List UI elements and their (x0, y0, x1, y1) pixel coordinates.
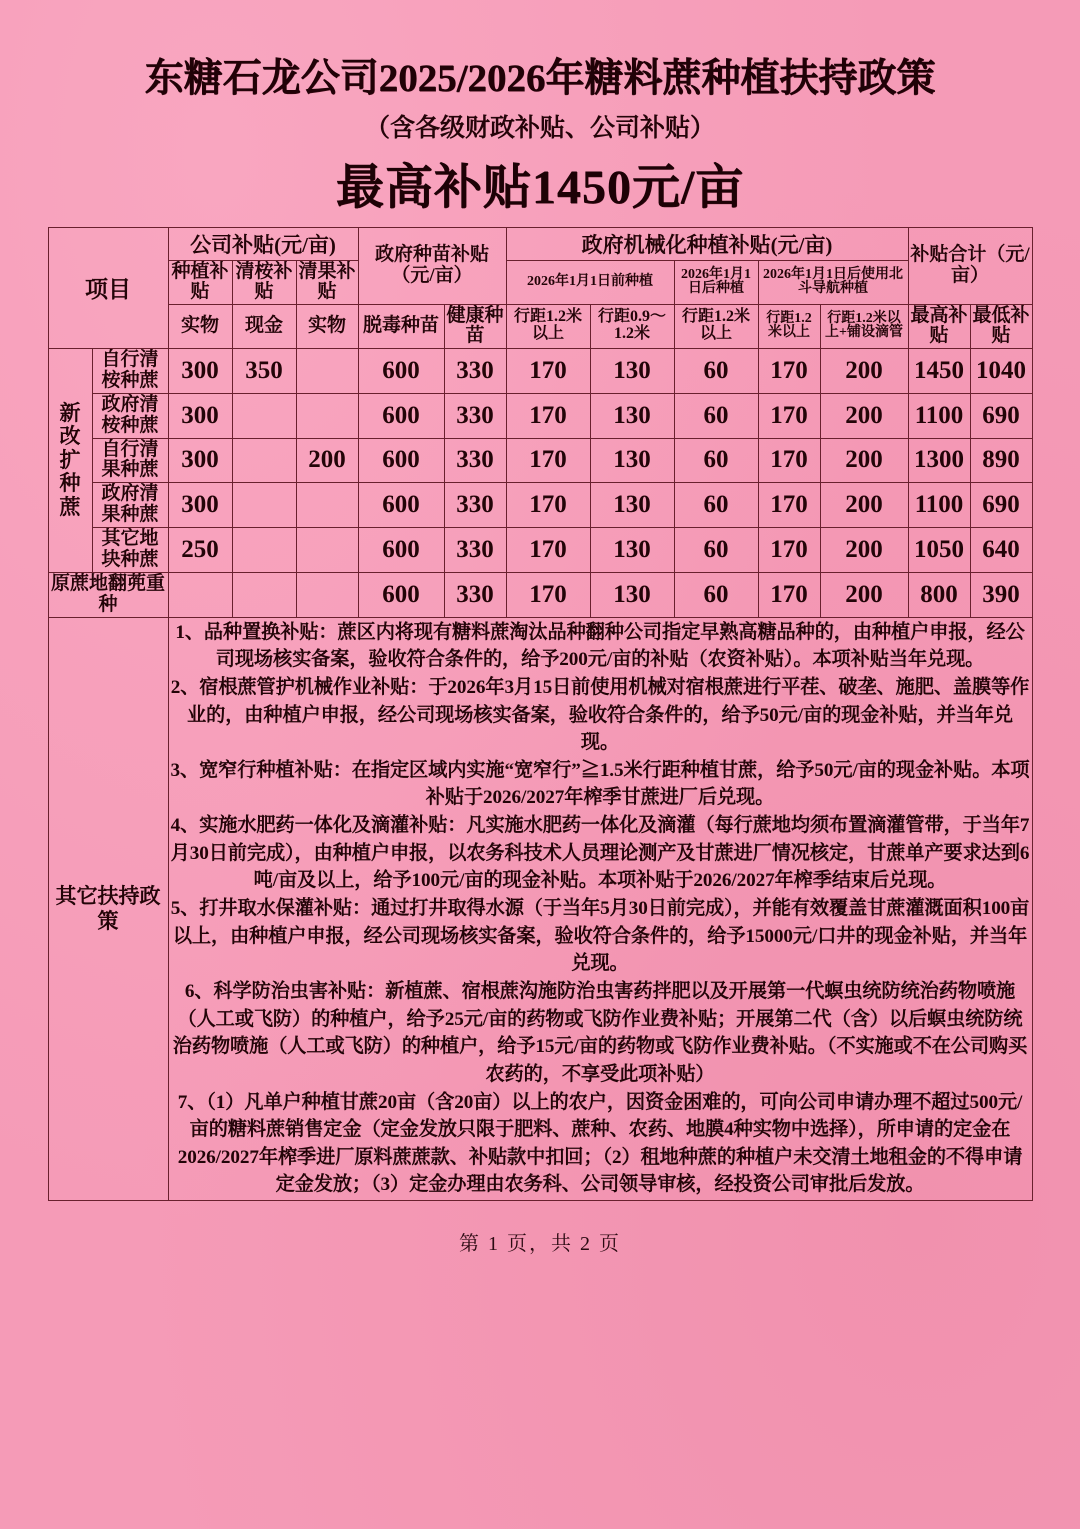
cell-value: 600 (358, 438, 444, 483)
cell-value: 330 (444, 438, 506, 483)
cell-value (232, 438, 296, 483)
row-label: 原蔗地翻蔸重种 (48, 572, 168, 617)
header-group-gov-mech: 政府机械化种植补贴(元/亩) (506, 227, 908, 260)
header-group-total: 补贴合计（元/亩） (908, 227, 1032, 304)
cell-value: 200 (820, 528, 908, 573)
header-healthy-seedling: 健康种苗 (444, 304, 506, 348)
header-cash: 现金 (232, 304, 296, 348)
cell-value: 330 (444, 483, 506, 528)
cell-value: 200 (296, 438, 358, 483)
header-clear-eucalyptus-subsidy: 清桉补贴 (232, 260, 296, 304)
cell-value: 170 (758, 528, 820, 573)
row-group-new-plant: 新改扩种蔗 (48, 348, 92, 572)
cell-value: 60 (674, 393, 758, 438)
cell-value (296, 393, 358, 438)
page-footer: 第 1 页，共 2 页 (459, 1233, 621, 1256)
row-label: 政府清果种蔗 (92, 483, 168, 528)
policy-item: 2、宿根蔗管护机械作业补贴：于2026年3月15日前使用机械对宿根蔗进行平茬、破垄、施肥、盖膜等作业的，由种植户申报，经公司现场核实备案，验收符合条件的，给予50元/亩的现金补贴，并当年兑现。 (170, 676, 1030, 754)
cell-value: 250 (168, 528, 232, 573)
table-row (48, 483, 1032, 528)
cell-value: 170 (758, 438, 820, 483)
cell-value: 130 (590, 572, 674, 617)
policy-item: 4、实施水肥药一体化及滴灌补贴：凡实施水肥药一体化及滴灌（每行蔗地均须布置滴灌管带，于当年7月30日前完成），由种植户申报，以农务科技术人员理论测产及甘蔗进厂情况核定，甘蔗单产要求达到6吨/亩及以上，给予100元/亩的现金补贴。本项补贴于2026/2027年榨季结束后兑现。 (170, 815, 1030, 892)
cell-value: 170 (758, 393, 820, 438)
header-row-12-b: 行距1.2米以上 (674, 304, 758, 348)
cell-value: 1100 (908, 393, 970, 438)
page-subtitle: （含各级财政补贴、公司补贴） (364, 114, 715, 142)
policy-item: 1、品种置换补贴：蔗区内将现有糖料蔗淘汰品种翻种公司指定早熟高糖品种的，由种植户申报，经公司现场核实备案，验收符合条件的，给予200元/亩的补贴（农资补贴）。本项补贴当年兑现。 (175, 621, 1025, 671)
table-header-row-3 (48, 304, 1032, 348)
cell-value: 170 (506, 483, 590, 528)
header-detox-seedling: 脱毒种苗 (358, 304, 444, 348)
header-group-gov-seedling: 政府种苗补贴（元/亩） (358, 227, 506, 304)
cell-value: 1300 (908, 438, 970, 483)
cell-value: 350 (232, 348, 296, 393)
header-beidou: 2026年1月1日后使用北斗导航种植 (758, 260, 908, 304)
cell-value: 60 (674, 483, 758, 528)
cell-value: 130 (590, 393, 674, 438)
page-title: 东糖石龙公司2025/2026年糖料蔗种植扶持政策 (144, 57, 936, 100)
policy-item: 7、（1）凡单户种植甘蔗20亩（含20亩）以上的农户，因资金困难的，可向公司申请办理不超过500元/亩的糖料蔗销售定金（定金发放只限于肥料、蔗种、农药、地膜4种实物中选择），所申请的定金在2026/2027年榨季进厂原料蔗蔗款、补贴款中扣回；（2）租地种蔗的种植户未交清土地租金的不得申请定金发放；（3）定金办理由农务科、公司领导审核，经投资公司审批后发放。 (177, 1091, 1023, 1196)
cell-value: 170 (758, 483, 820, 528)
cell-value: 130 (590, 438, 674, 483)
other-policy-label: 其它扶持政策 (48, 617, 168, 1200)
cell-value: 300 (168, 348, 232, 393)
header-row-12-c: 行距1.2米以上 (758, 304, 820, 348)
header-in-kind-2: 实物 (296, 304, 358, 348)
cell-value: 800 (908, 572, 970, 617)
cell-value: 200 (820, 438, 908, 483)
cell-value: 300 (168, 393, 232, 438)
cell-value (232, 393, 296, 438)
cell-value: 200 (820, 393, 908, 438)
subsidy-table (48, 227, 1033, 1201)
cell-value: 1450 (908, 348, 970, 393)
cell-value: 60 (674, 348, 758, 393)
cell-value (296, 572, 358, 617)
cell-value: 170 (506, 393, 590, 438)
policy-item: 6、科学防治虫害补贴：新植蔗、宿根蔗沟施防治虫害药拌肥以及开展第一代螟虫统防统治药物喷施（人工或飞防）的种植户，给予25元/亩的药物或飞防作业费补贴；开展第二代（含）以后螟虫统防统治药物喷施（人工或飞防）的种植户，给予15元/亩的药物或飞防作业费补贴。（不实施或不在公司购买农药的，不享受此项补贴） (172, 980, 1028, 1085)
cell-value: 170 (758, 572, 820, 617)
cell-value: 330 (444, 572, 506, 617)
table-header-row-1 (48, 227, 1032, 260)
cell-value: 60 (674, 572, 758, 617)
cell-value: 640 (970, 528, 1032, 573)
cell-value: 890 (970, 438, 1032, 483)
cell-value: 200 (820, 348, 908, 393)
policy-item: 5、打井取水保灌补贴：通过打井取得水源（于当年5月30日前完成），并能有效覆盖甘蔗灌溉面积100亩以上，由种植户申报，经公司现场核实备案，验收符合条件的，给予15000元/口井的现金补贴，并当年兑现。 (170, 898, 1030, 975)
cell-value (296, 528, 358, 573)
cell-value: 600 (358, 483, 444, 528)
header-project: 项目 (48, 227, 168, 348)
cell-value: 600 (358, 393, 444, 438)
header-min-subsidy: 最低补贴 (970, 304, 1032, 348)
cell-value: 1100 (908, 483, 970, 528)
header-row-12-a: 行距1.2米以上 (506, 304, 590, 348)
cell-value: 330 (444, 348, 506, 393)
header-planting-subsidy: 种植补贴 (168, 260, 232, 304)
cell-value: 130 (590, 348, 674, 393)
cell-value: 600 (358, 528, 444, 573)
cell-value: 390 (970, 572, 1032, 617)
cell-value: 60 (674, 528, 758, 573)
table-row (48, 348, 1032, 393)
table-row (48, 393, 1032, 438)
cell-value: 600 (358, 572, 444, 617)
header-group-company: 公司补贴(元/亩) (168, 227, 358, 260)
cell-value: 170 (758, 348, 820, 393)
cell-value: 690 (970, 393, 1032, 438)
cell-value: 170 (506, 348, 590, 393)
max-subsidy-headline: 最高补贴1450元/亩 (335, 160, 745, 214)
document-title-block (0, 0, 1080, 217)
cell-value: 130 (590, 483, 674, 528)
cell-value (232, 483, 296, 528)
header-after-2026: 2026年1月1日后种植 (674, 260, 758, 304)
table-row (48, 528, 1032, 573)
cell-value (296, 483, 358, 528)
cell-value: 170 (506, 438, 590, 483)
cell-value (232, 572, 296, 617)
header-in-kind-1: 实物 (168, 304, 232, 348)
table-row-replant (48, 572, 1032, 617)
row-label: 自行清桉种蔗 (92, 348, 168, 393)
header-row-12-drip: 行距1.2米以上+铺设滴管 (820, 304, 908, 348)
table-row (48, 438, 1032, 483)
cell-value: 130 (590, 528, 674, 573)
other-policy-content (168, 617, 1032, 1200)
header-before-2026: 2026年1月1日前种植 (506, 260, 674, 304)
cell-value (168, 572, 232, 617)
header-clear-fruit-subsidy: 清果补贴 (296, 260, 358, 304)
cell-value: 1050 (908, 528, 970, 573)
cell-value: 200 (820, 572, 908, 617)
header-row-09-12: 行距0.9～1.2米 (590, 304, 674, 348)
cell-value: 60 (674, 438, 758, 483)
table-row-other-policies (48, 617, 1032, 1200)
cell-value (296, 348, 358, 393)
header-max-subsidy: 最高补贴 (908, 304, 970, 348)
cell-value (232, 528, 296, 573)
cell-value: 330 (444, 393, 506, 438)
cell-value: 600 (358, 348, 444, 393)
table-header-row-2 (48, 260, 1032, 304)
cell-value: 300 (168, 438, 232, 483)
row-label: 政府清桉种蔗 (92, 393, 168, 438)
cell-value: 1040 (970, 348, 1032, 393)
policy-item: 3、宽窄行种植补贴：在指定区域内实施“宽窄行”≧1.5米行距种植甘蔗，给予50元/亩的现金补贴。本项补贴于2026/2027年榨季甘蔗进厂后兑现。 (170, 759, 1030, 809)
row-label: 自行清果种蔗 (92, 438, 168, 483)
row-label: 其它地块种蔗 (92, 528, 168, 573)
cell-value: 690 (970, 483, 1032, 528)
cell-value: 330 (444, 528, 506, 573)
cell-value: 170 (506, 572, 590, 617)
cell-value: 200 (820, 483, 908, 528)
cell-value: 300 (168, 483, 232, 528)
cell-value: 170 (506, 528, 590, 573)
